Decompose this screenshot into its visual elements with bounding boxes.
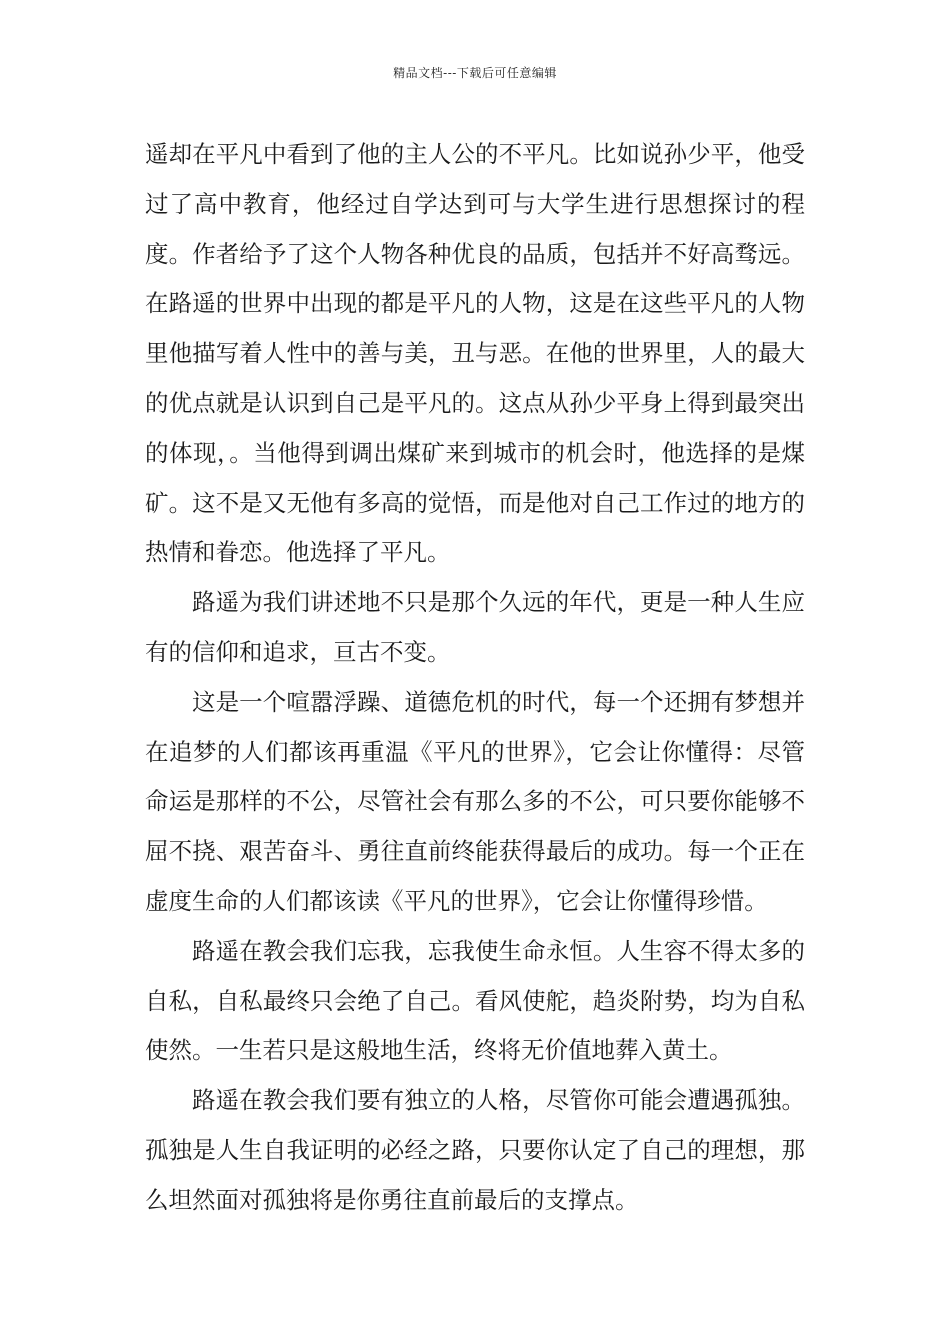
paragraph-1: 遥却在平凡中看到了他的主人公的不平凡。比如说孙少平，他受过了高中教育，他经过自学达到可与大学生进行思想探讨的程度。作者给予了这个人物各种优良的品质，包括并不好高骛远。在路遥的世界中出现的都是平凡的人物，这是在这些平凡的人物里他描写着人性中的善与美，丑与恶。在他的世界里，人的最大的优点就是认识到自己是平凡的。这点从孙少平身上得到最突出的体现，。当他得到调出煤矿来到城市的机会时，他选择的是煤矿。这不是又无他有多高的觉悟，而是他对自己工作过的地方的热情和眷恋。他选择了平凡。 (145, 140, 805, 567)
paragraph-5: 路遥在教会我们要有独立的人格，尽管你可能会遭遇孤独。孤独是人生自我证明的必经之路，只要你认定了自己的理想，那么坦然面对孤独将是你勇往直前最后的支撑点。 (145, 1086, 805, 1214)
document-body (145, 130, 805, 1226)
paragraph-2: 路遥为我们讲述地不只是那个久远的年代，更是一种人生应有的信仰和追求，亘古不变。 (145, 588, 805, 666)
paragraph-3: 这是一个喧嚣浮躁、道德危机的时代，每一个还拥有梦想并在追梦的人们都该再重温《平凡的世界》，它会让你懂得：尽管命运是那样的不公，尽管社会有那么多的不公，可只要你能够不屈不挠、艰苦奋斗、勇往直前终能获得最后的成功。每一个正在虚度生命的人们都该读《平凡的世界》，它会让你懂得珍惜。 (145, 687, 805, 915)
page-header: 精品文档---下载后可任意编辑 (393, 66, 557, 80)
paragraph-4: 路遥在教会我们忘我，忘我使生命永恒。人生容不得太多的自私，自私最终只会绝了自己。看风使舵，趋炎附势，均为自私使然。一生若只是这般地生活，终将无价值地葬入黄土。 (145, 936, 805, 1065)
